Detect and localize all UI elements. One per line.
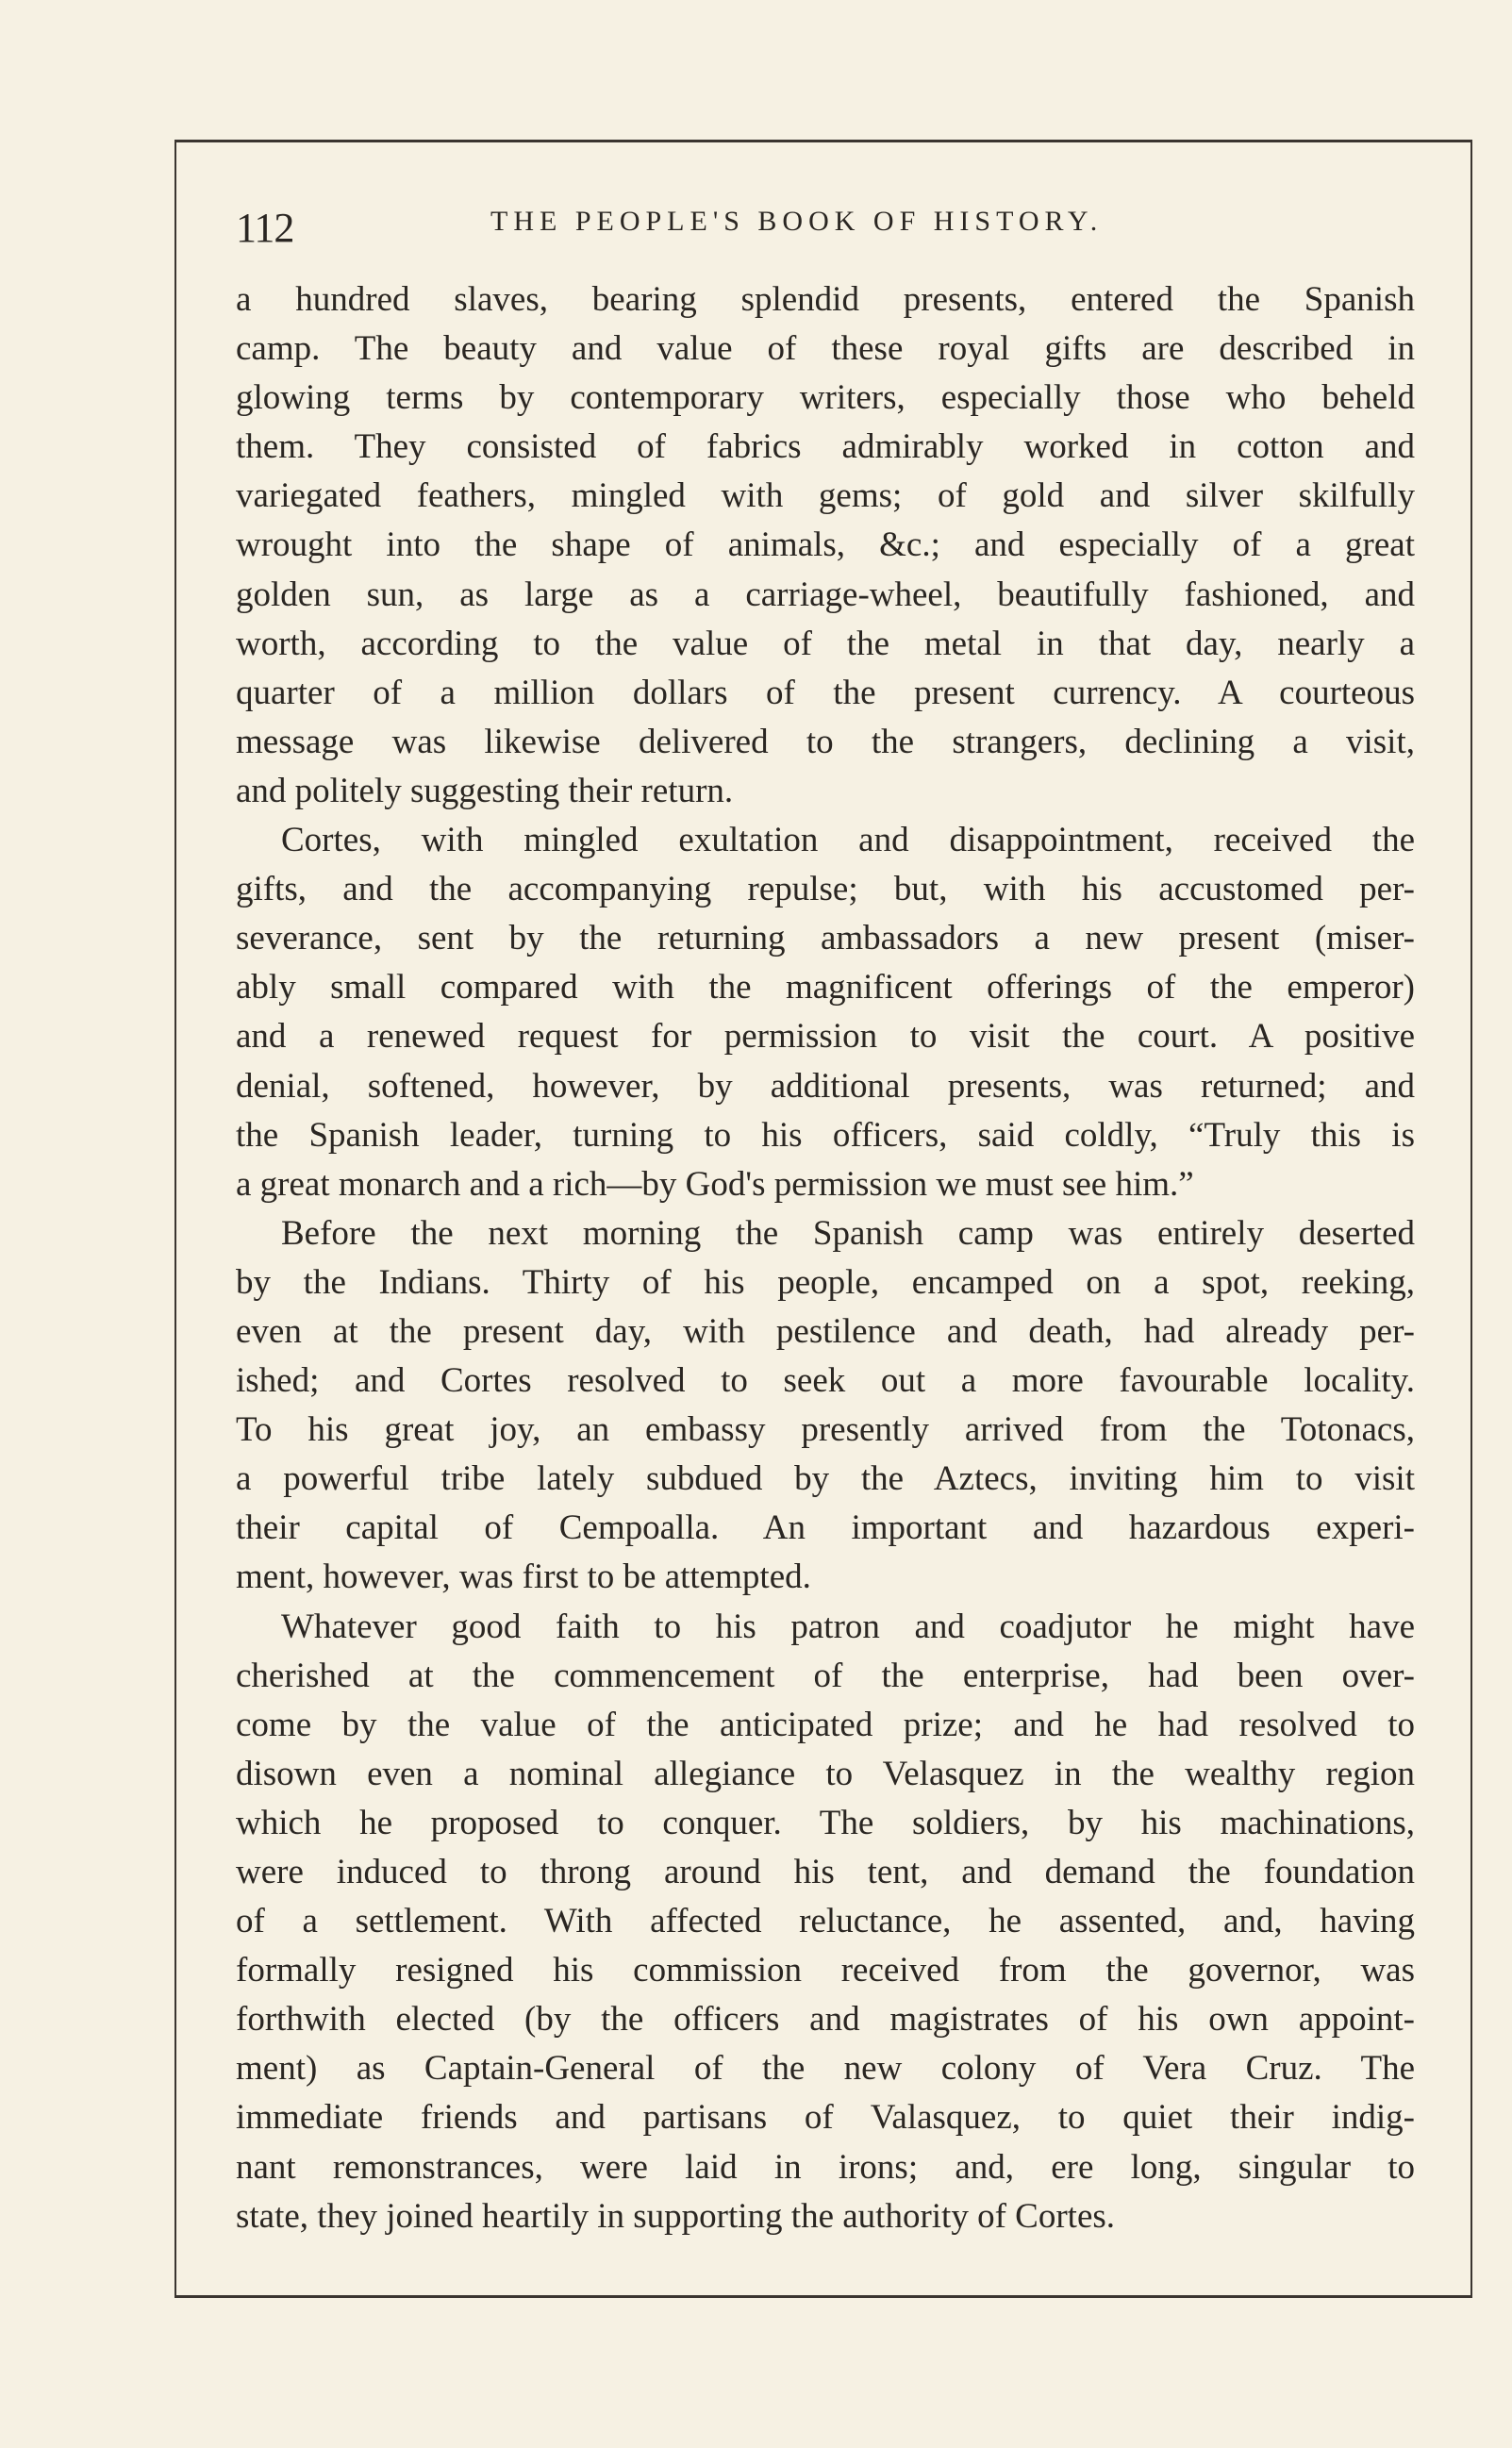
page-number: 112 [236, 205, 294, 251]
text-line: ished; and Cortes resolved to seek out a more favourable locality. [236, 1361, 1415, 1401]
text-line: state, they joined heartily in supporting the authority of Cortes. [236, 2196, 1116, 2236]
text-line: To his great joy, an embassy presently arrived from the Totonacs, [236, 1410, 1415, 1450]
text-line: immediate friends and partisans of Valasquez, to quiet their indig- [236, 2098, 1415, 2138]
text-line: gifts, and the accompanying repulse; but, with his accustomed per- [236, 870, 1415, 909]
text-line: of a settlement. With affected reluctance, he assented, and, having [236, 1902, 1415, 1941]
running-title: THE PEOPLE'S BOOK OF HISTORY. [490, 206, 1104, 237]
text-line: a hundred slaves, bearing splendid presents, entered the Spanish [236, 280, 1415, 319]
body-text [236, 275, 1415, 2241]
text-line: even at the present day, with pestilence and death, had already per- [236, 1311, 1415, 1351]
text-line: nant remonstrances, were laid in irons; and, ere long, singular to [236, 2147, 1415, 2187]
text-line: ment) as Captain-General of the new colony of Vera Cruz. The [236, 2049, 1415, 2089]
text-line: severance, sent by the returning ambassadors a new present (miser- [236, 919, 1415, 958]
text-line: a great monarch and a rich—by God's permission we must see him.” [236, 1164, 1194, 1204]
text-line: the Spanish leader, turning to his officers, said coldly, “Truly this is [236, 1115, 1415, 1155]
text-line: Cortes, with mingled exultation and disappointment, received the [281, 821, 1415, 860]
text-line: disown even a nominal allegiance to Velasquez in the wealthy region [236, 1754, 1415, 1793]
text-line: a powerful tribe lately subdued by the Aztecs, inviting him to visit [236, 1459, 1415, 1499]
text-line: and politely suggesting their return. [236, 771, 734, 810]
text-line: cherished at the commencement of the enterprise, had been over- [236, 1656, 1415, 1695]
text-line: by the Indians. Thirty of his people, encamped on a spot, reeking, [236, 1262, 1415, 1302]
text-line: their capital of Cempoalla. An important and hazardous experi- [236, 1508, 1415, 1548]
text-line: ably small compared with the magnificent offerings of the emperor) [236, 968, 1415, 1008]
text-line: quarter of a million dollars of the present currency. A courteous [236, 673, 1415, 712]
text-line: which he proposed to conquer. The soldiers, by his machinations, [236, 1803, 1415, 1842]
text-line: were induced to throng around his tent, and demand the foundation [236, 1853, 1415, 1891]
text-line: message was likewise delivered to the strangers, declining a visit, [236, 722, 1415, 761]
text-line: Whatever good faith to his patron and coadjutor he might have [281, 1607, 1415, 1646]
text-line: worth, according to the value of the metal in that day, nearly a [236, 624, 1415, 663]
text-line: wrought into the shape of animals, &c.; and especially of a great [236, 525, 1415, 565]
text-line: variegated feathers, mingled with gems; of gold and silver skilfully [236, 476, 1415, 516]
text-line: formally resigned his commission received from the governor, was [236, 1951, 1415, 1990]
text-line: glowing terms by contemporary writers, especially those who beheld [236, 378, 1415, 418]
text-line: come by the value of the anticipated prize; and he had resolved to [236, 1705, 1415, 1744]
text-line: denial, softened, however, by additional presents, was returned; and [236, 1066, 1415, 1106]
text-line: Before the next morning the Spanish camp was entirely deserted [281, 1213, 1415, 1253]
text-line: them. They consisted of fabrics admirably worked in cotton and [236, 427, 1415, 467]
text-line: camp. The beauty and value of these royal gifts are described in [236, 329, 1415, 369]
text-line: and a renewed request for permission to visit the court. A positive [236, 1017, 1415, 1057]
text-line: ment, however, was first to be attempted. [236, 1557, 811, 1597]
text-line: forthwith elected (by the officers and magistrates of his own appoint- [236, 2000, 1415, 2040]
text-line: golden sun, as large as a carriage-wheel, beautifully fashioned, and [236, 575, 1415, 614]
